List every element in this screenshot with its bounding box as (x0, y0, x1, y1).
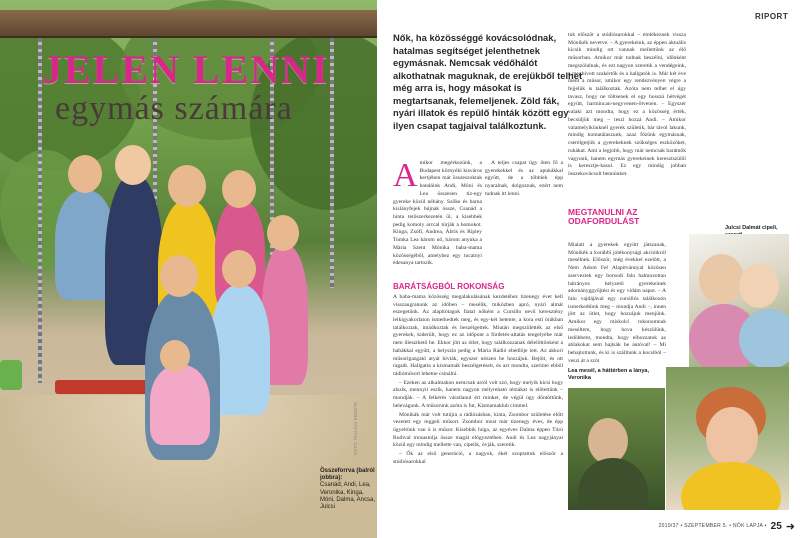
section-label: RIPORT (755, 12, 789, 21)
body-paragraph: – Ők az első generáció, a nagyok, ékét szoptattuk először a stúdiósarokkal (393, 451, 563, 465)
body-column-1 (393, 160, 482, 280)
body-column-1b (393, 280, 563, 526)
photo-caption-julcsi: Julcsi Dalmát cipeli, (725, 225, 778, 231)
subheading-turning-toward: MEGTANULNI AZ ODAFORDULÁST (568, 207, 640, 227)
group-photo (0, 0, 377, 538)
body-paragraph: A baba-mama közösség megalakulásának kezdetéhez tizenegy évet kell visszaugranunk az időben – mesélik, miközben apró, nyári almát eszegetünk. Az alapítótagok fiatal nőként a Cursillo nevű keresztény lelkigyakorlaton ismerkedtek meg, és egy-két hetente, a kora esti órákban találkoztak, imádkoztak és beszélgettek. Miután megszülették az első gyerekek, kiderült, hogy ez az időpont a fürdetés-altatás tengelyébe már nem illeszthető be. Ekkor jött az ötlet, hogy találkozzanak délelőttönként a babákkal együtt, a helyszín pedig a Mária Rádió ebédlője lett. Az akkori műsorigazgató atyát hívták, egyszer nézzen be hozzájuk. Bejött, és ott ragadt. Hallgatta a kismamák beszélgetéseit, és azt mondta, szerinte ebből rádióműsort lehetne csinálni. (393, 293, 563, 377)
drop-cap: A (393, 160, 418, 194)
swing-beam (0, 10, 377, 38)
article-title-line2: egymás számára (55, 90, 293, 127)
article-title-line1: JELEN LENNI (42, 47, 330, 92)
photo-lea (666, 367, 789, 510)
caption-title: Összeforrva (balról jobbra): (320, 468, 375, 482)
body-column-3 (568, 32, 686, 182)
body-paragraph: Mónikák már volt tutújra a rádiózásban, kinta, Zsombor születése előtt vezetett egy reggeli műsort. Zsombor most már tizenegy éves, de épp ügyeltünk van ú is műsor. Kisebbik húga, az egyéves Dalma éppen Túró Rudival mosastolja össze magát előgyeztében. Andi és Lea nagyjányai közül egy mindig mellette van, cipelik, óvják, szeretik. (393, 411, 563, 449)
next-page-arrow-icon: ➜ (785, 520, 795, 533)
article-lead: Nők, ha közösséggé kovácsolódnak, hatalmas segítséget jelenthetnek egymásnak. Nemcsak védőhálót alkothatnak maguknak, de erejükből telhet még arra is, hogy másokat is megtartsanak, felemeljenek. Zöld fák, nyári illatok és repülő hinták között egy ilyen csapat tagjaival találkoztunk. (393, 32, 583, 131)
photo-credit: FOTÓ: PALLAGI KRISZTA (353, 401, 358, 455)
page-number: 25 (770, 520, 782, 532)
body-paragraph: tuk először a stúdiósarokkal – emlékeznek vissza Mónikék nevetve. – A gyerekeink, az éppen aktuális kicsik mindig ott vannak mellettünk az élő műsorban. Amikor már tudnak beszélni, időnként megszólalnak, és ezt nagyon szeretik a vendégeink, a meghívott szakértők és a hallgatók is. Már két éve ment a műsor, amikor egy rendezvényen végre a fejjelük is találkoztak. Azóta nem telhet el úgy tavasz, hogy ne töltsenek el egy hosszú hétvégét együtt, harmincan-negyvenen-ötvenen. – Egyszer valaki azt mondta, hogy ez a közösség érték, becsüljük meg – teszi hozzá Andi. – Amikor valamelyikünknél gyerek születik, bár távol lakunk, mindig komatálaszunk, azaz főzünk egymásnak, cserélgetjük a gyerekeknek szükséges eszközöket, ruhákat. Ami a legjobb, hogy már nemcsak barátnők vagyunk, hanem egymás gyerekeinek keresztszülői is keresztje-kasul. Ez egy mindig jobban összekovácsolt bennünket. (568, 32, 686, 177)
footer-issue-info: 2019/37 • SZEPTEMBER 5. • NŐK LAPJA • (658, 523, 767, 529)
body-paragraph: A teljes csapat úgy öten fő a gyerekekkel és az apukákkal együtt, de a többiek épp nyaralnak, dolgoznak, ezért nem tudnak itt lenni. (485, 160, 563, 197)
main-photo-caption (320, 468, 377, 511)
body-column-2 (485, 160, 563, 280)
photo-julcsi-dalma (689, 234, 789, 367)
subheading-friendship: BARÁTSÁGBÓL ROKONSÁG (393, 282, 505, 291)
page-footer (640, 520, 795, 532)
body-paragraph: mikor megérkezünk, a Budapest környéki kisváros kertjében már összeszoktak bandáink Andi, Móni és Lea összesen tíz-egy gyereke közül néhány. Szőke és barna kislányfejek bújnak össze, Csanád a hinta tetőszerkezetén ül, a kisebbek pedig komoly arccal túrják a homokot. Kinga, Zsófi, Andrea, Ábris és Ripley Tomka Lea három nő, három anyuka a Mária Szent Mónika baba-mama közösségéből, amelyhez egy tucatnyi édesanya tartozik. (393, 160, 482, 267)
body-paragraph: – Ezeken az alkalmakon nemcsak arról volt szó, hogy melyik kicsi hogy alszik, mennyit eszik, hanem nagyon mélyreható témákat is előtettünk – mondják. – A felkérés váratlanul ért minket, de végül úgy döntöttünk, belevágunk. A műsorunk azóta is fut, Kismamaklub címmel. (393, 379, 563, 409)
photo-caption-lea: Lea mesél, a háttérben a lánya, Veronika (568, 368, 650, 381)
body-paragraph: Mialatt a gyerekek együtt játszanak, Mónikék a korábbi jótékonysági akcióikról mesélnek. Először, még évekkel ezelőtt, a Nem Adom Fel Alapítvánnyal közösen szerveztek egy borsodi falu halmozottan hátrányos helyzetű gyerekeinek adományggyűjtést és egy vidám napot. – A falu vajdájával egy cursillós találkozón ismerkedtünk meg – mondja Andi –, innen jött az ötlet, hogy hozzájuk menjünk. Amikor egy miskolci rokonomnak meséltem, hogy hova készülünk, ledöbbent, mondta, hogy elhozzatok az ablakokat sem hajtsák be autóval! – Mi behajtottunk, és ki is szálltunk a kocsiból – veszi át a szót (568, 242, 666, 364)
caption-names: Csanád, Andi, Lea, Veronika, Kinga, Móni, Dalma, Ancsa, Julcsi (320, 482, 376, 510)
photo-veronika (568, 388, 665, 510)
